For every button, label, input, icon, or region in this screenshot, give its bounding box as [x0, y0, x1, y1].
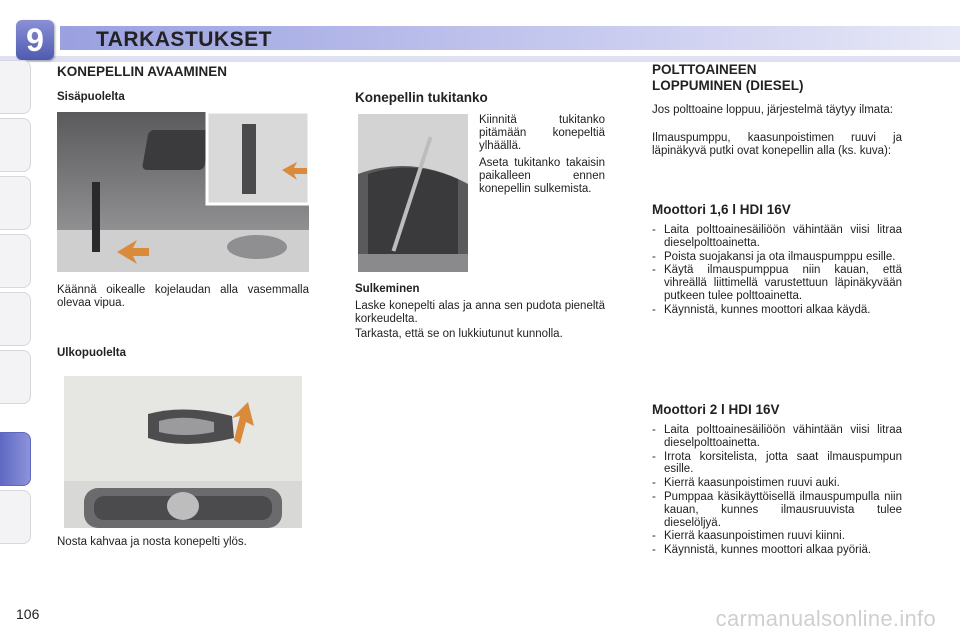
list-item: - Käynnistä, kunnes moottori alkaa käydä. — [652, 304, 902, 317]
side-tab[interactable] — [0, 292, 31, 346]
label-closing: Sulkeminen — [355, 283, 420, 295]
page-number: 106 — [16, 606, 40, 622]
support-instruction-2: Aseta tukitanko takaisin paikalleen ennen konepellin sulkemista. — [479, 157, 605, 195]
list-item: - Poista suojakansi ja ota ilmauspumppu esille. — [652, 251, 902, 264]
list-item: - Kierrä kaasunpoistimen ruuvi auki. — [652, 477, 902, 490]
chapter-side-tabs — [0, 60, 34, 580]
support-instruction-1: Kiinnitä tukitanko pitämään konepeltiä ylhäällä. — [479, 114, 605, 152]
heading-line: LOPPUMINEN (DIESEL) — [652, 78, 804, 93]
inside-instructions: Käännä oikealle kojelaudan alla vasemmalla olevaa vipua. — [57, 284, 309, 309]
engine-2-0-steps — [652, 424, 902, 558]
side-tab[interactable] — [0, 118, 31, 172]
side-tab[interactable] — [0, 350, 31, 404]
heading-engine-2-0: Moottori 2 l HDI 16V — [652, 402, 780, 417]
fuel-intro-1: Jos polttoaine loppuu, järjestelmä täytyy ilmata: — [652, 104, 893, 116]
outside-instructions: Nosta kahvaa ja nosta konepelti ylös. — [57, 536, 247, 548]
heading-line: POLTTOAINEEN — [652, 62, 757, 77]
heading-hood-support: Konepellin tukitanko — [355, 90, 488, 105]
list-item: - Laita polttoainesäiliöön vähintään viisi litraa dieselpolttoainetta. — [652, 424, 902, 450]
header-underline — [0, 56, 960, 62]
list-item: - Laita polttoainesäiliöön vähintään viisi litraa dieselpolttoainetta. — [652, 224, 902, 250]
heading-engine-1-6: Moottori 1,6 l HDI 16V — [652, 202, 791, 217]
closing-instruction-2: Tarkasta, että se on lukkiutunut kunnolla. — [355, 328, 563, 340]
side-tab[interactable] — [0, 60, 31, 114]
heading-hood-opening: KONEPELLIN AVAAMINEN — [57, 64, 228, 79]
list-item: - Kierrä kaasunpoistimen ruuvi kiinni. — [652, 530, 902, 543]
illustration-outside-handle — [64, 376, 302, 528]
watermark: carmanualsonline.info — [715, 606, 936, 631]
illustration-inside-lever — [57, 112, 309, 272]
side-tab-active[interactable] — [0, 432, 31, 486]
list-item: - Käytä ilmauspumppua niin kauan, että vihreällä liittimellä varustettuun läpinäkyvään putkeen tulee polttoainetta. — [652, 264, 902, 302]
page-header — [0, 8, 960, 58]
side-tab[interactable] — [0, 176, 31, 230]
list-item: - Käynnistä, kunnes moottori alkaa pyöriä. — [652, 544, 902, 557]
side-tab[interactable] — [0, 490, 31, 544]
side-tab[interactable] — [0, 234, 31, 288]
heading-fuel-running-out — [652, 62, 804, 94]
label-outside: Ulkopuolelta — [57, 347, 127, 359]
section-title: TARKASTUKSET — [96, 28, 272, 51]
closing-instruction-1: Laske konepelti alas ja anna sen pudota pieneltä korkeudelta. — [355, 300, 605, 325]
engine-1-6-steps — [652, 224, 902, 318]
list-item: - Irrota korsitelista, jotta saat ilmauspumpun esille. — [652, 451, 902, 477]
chapter-number-badge: 9 — [16, 20, 54, 60]
illustration-hood-support — [358, 114, 468, 272]
list-item: - Pumppaa käsikäyttöisellä ilmauspumpulla niin kauan, kunnes ilmausruuvista tulee dieselöljyä. — [652, 491, 902, 529]
fuel-intro-2: Ilmauspumppu, kaasunpoistimen ruuvi ja läpinäkyvä putki ovat konepellin alla (ks. kuva): — [652, 132, 902, 157]
label-inside: Sisäpuolelta — [57, 91, 125, 103]
